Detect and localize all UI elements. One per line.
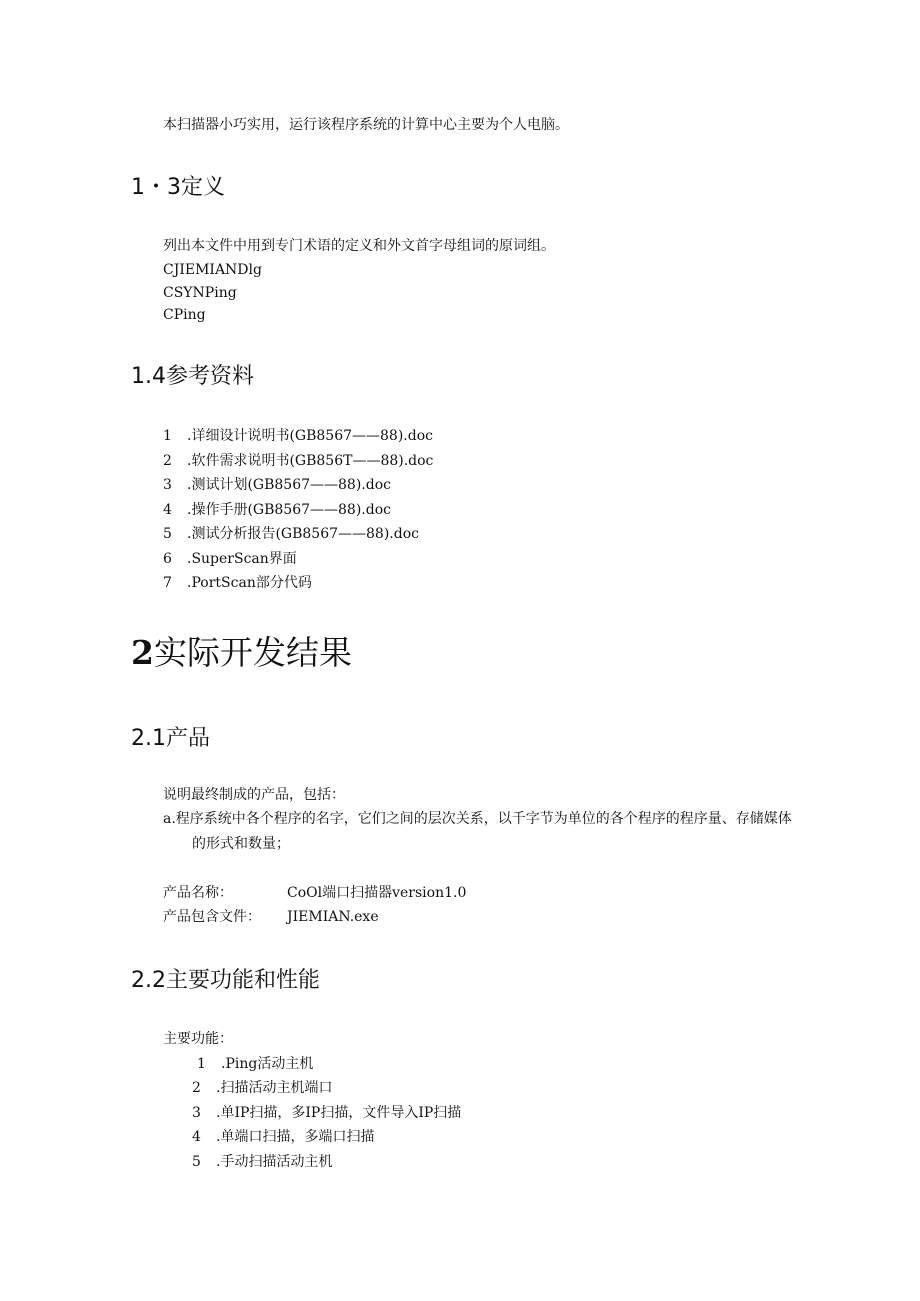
product-name-label: 产品名称： <box>163 885 233 901</box>
feature-number: 1 <box>197 1056 206 1072</box>
feature-text: .单IP扫描，多IP扫描，文件导入IP扫描 <box>216 1105 462 1121</box>
reference-text: .测试分析报告(GB8567——88).doc <box>187 526 419 542</box>
reference-text: .SuperScan界面 <box>187 551 297 567</box>
term-item: CSYNPing <box>163 285 237 301</box>
section-2-1-heading: 2.1产品 <box>131 726 210 751</box>
feature-item <box>197 1054 313 1074</box>
reference-item <box>163 475 391 495</box>
section-2-2-heading: 2.2主要功能和性能 <box>131 968 320 993</box>
reference-text: .详细设计说明书(GB8567——88).doc <box>187 428 433 444</box>
feature-text: .Ping活动主机 <box>221 1056 314 1072</box>
term-item: CPing <box>163 307 206 323</box>
section-1-4-heading: 1.4参考资料 <box>131 364 254 389</box>
feature-item <box>192 1078 332 1098</box>
section-1-3-heading: 1・3定义 <box>131 175 225 200</box>
feature-item <box>192 1103 461 1123</box>
feature-number: 2 <box>192 1080 201 1096</box>
reference-number: 5 <box>163 526 172 542</box>
product-files-value: JIEMIAN.exe <box>287 909 379 925</box>
chapter-2-heading <box>131 633 352 673</box>
feature-number: 4 <box>192 1129 201 1145</box>
product-item-a-line1: a.程序系统中各个程序的名字，它们之间的层次关系，以千字节为单位的各个程序的程序量、存储媒体 <box>163 811 792 827</box>
chapter-title: 实际开发结果 <box>153 633 352 672</box>
feature-text: .手动扫描活动主机 <box>216 1154 333 1170</box>
feature-item <box>192 1152 332 1172</box>
section-2-1-desc: 说明最终制成的产品，包括： <box>163 787 345 803</box>
features-label: 主要功能： <box>163 1031 233 1047</box>
reference-text: .PortScan部分代码 <box>187 575 312 591</box>
feature-text: .单端口扫描，多端口扫描 <box>216 1129 375 1145</box>
reference-item <box>163 426 433 446</box>
reference-number: 1 <box>163 428 172 444</box>
reference-item <box>163 451 433 471</box>
product-name-value: CoOl端口扫描器version1.0 <box>287 885 467 901</box>
reference-text: .操作手册(GB8567——88).doc <box>187 502 391 518</box>
reference-item <box>163 573 312 593</box>
intro-text: 本扫描器小巧实用，运行该程序系统的计算中心主要为个人电脑。 <box>163 117 569 133</box>
product-item-a-line2: 的形式和数量； <box>192 836 290 852</box>
reference-item <box>163 549 297 569</box>
feature-number: 5 <box>192 1154 201 1170</box>
reference-item <box>163 524 419 544</box>
chapter-number: 2 <box>131 633 154 672</box>
feature-number: 3 <box>192 1105 201 1121</box>
reference-number: 4 <box>163 502 172 518</box>
reference-number: 2 <box>163 453 172 469</box>
feature-text: .扫描活动主机端口 <box>216 1080 333 1096</box>
reference-number: 3 <box>163 477 172 493</box>
reference-text: .测试计划(GB8567——88).doc <box>187 477 391 493</box>
section-1-3-intro: 列出本文件中用到专门术语的定义和外文首字母组词的原词组。 <box>163 238 555 254</box>
reference-number: 6 <box>163 551 172 567</box>
product-files-label: 产品包含文件： <box>163 909 261 925</box>
reference-item <box>163 500 391 520</box>
feature-item <box>192 1127 374 1147</box>
term-item: CJIEMIANDlg <box>163 262 262 278</box>
reference-text: .软件需求说明书(GB856T——88).doc <box>187 453 434 469</box>
reference-number: 7 <box>163 575 172 591</box>
